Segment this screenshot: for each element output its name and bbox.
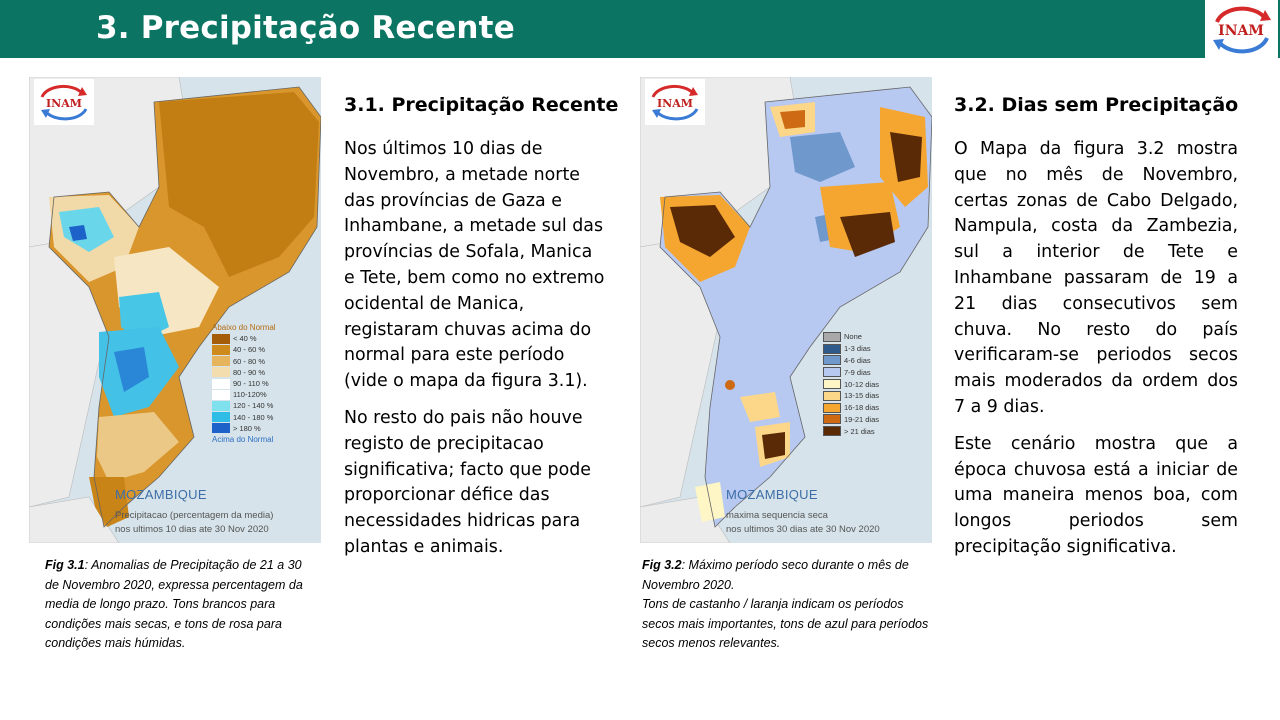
anomaly-legend xyxy=(212,322,276,445)
caption-label: Fig 3.1 xyxy=(45,558,85,572)
dry-spell-map xyxy=(640,77,932,543)
legend-swatch xyxy=(823,355,841,365)
legend-label: < 40 % xyxy=(233,334,257,344)
legend-swatch xyxy=(212,379,230,389)
section-body-recent-precipitation xyxy=(344,137,606,572)
legend-swatch xyxy=(823,379,841,389)
legend-item xyxy=(823,390,879,402)
map-country-label: MOZAMBIQUE xyxy=(726,487,818,502)
legend-item xyxy=(212,367,276,378)
legend-swatch xyxy=(823,414,841,424)
legend-swatch xyxy=(823,367,841,377)
inam-logo xyxy=(1205,0,1278,58)
map-subtitle xyxy=(726,509,926,537)
legend-footer: Acima do Normal xyxy=(212,434,274,444)
map-subtitle-line: maxima sequencia seca xyxy=(726,510,828,521)
legend-item xyxy=(823,331,879,343)
legend-label: 13-15 dias xyxy=(844,391,880,401)
legend-swatch xyxy=(823,391,841,401)
legend-swatch xyxy=(212,390,230,400)
legend-item xyxy=(212,344,276,355)
figure-caption-1 xyxy=(45,556,305,654)
legend-item xyxy=(823,414,879,426)
legend-label: > 180 % xyxy=(233,423,261,433)
legend-label: 19-21 dias xyxy=(844,414,880,424)
map-subtitle-line: Precipitacao (percentagem da media) xyxy=(115,510,274,521)
section-title-dry-days: 3.2. Dias sem Precipitação xyxy=(954,94,1239,116)
map-inam-logo xyxy=(34,79,94,125)
caption-text: : Máximo período seco durante o mês de Novembro 2020. xyxy=(642,558,909,592)
legend-item xyxy=(212,333,276,344)
legend-title: Abaixo do Normal xyxy=(212,323,276,332)
legend-label: 10-12 dias xyxy=(844,379,880,389)
legend-swatch xyxy=(212,356,230,366)
legend-item xyxy=(823,355,879,367)
caption-text: Tons de castanho / laranja indicam os períodos secos mais importantes, tons de azul para períodos secos menos relevantes. xyxy=(642,597,929,650)
legend-item xyxy=(212,400,276,411)
map-country-label: MOZAMBIQUE xyxy=(115,487,207,502)
legend-swatch xyxy=(212,367,230,377)
legend-label: 60 - 80 % xyxy=(233,356,266,366)
legend-label: 120 - 140 % xyxy=(233,401,274,411)
legend-swatch xyxy=(212,334,230,344)
legend-swatch xyxy=(212,345,230,355)
legend-label: 90 - 110 % xyxy=(233,378,269,388)
legend-swatch xyxy=(212,423,230,433)
header-bar xyxy=(0,0,1280,58)
legend-swatch xyxy=(212,401,230,411)
figure-caption-2 xyxy=(642,556,932,654)
legend-label: 4-6 dias xyxy=(844,355,871,365)
legend-item xyxy=(212,356,276,367)
precipitation-anomaly-map xyxy=(29,77,321,543)
legend-label: 7-9 dias xyxy=(844,367,871,377)
legend-item xyxy=(823,366,879,378)
paragraph: Este cenário mostra que a época chuvosa está a iniciar de uma maneira menos boa, com longos periodos sem precipitação significativa. xyxy=(954,433,1238,557)
section-body-dry-days xyxy=(954,137,1238,572)
map-logo-text: INAM xyxy=(46,97,82,110)
legend-swatch xyxy=(823,344,841,354)
legend-label: None xyxy=(844,332,862,342)
legend-label: 16-18 dias xyxy=(844,403,880,413)
legend-label: 80 - 90 % xyxy=(233,367,266,377)
legend-item xyxy=(823,402,879,414)
legend-item xyxy=(823,343,879,355)
legend-swatch xyxy=(823,332,841,342)
legend-item xyxy=(212,423,276,434)
caption-label: Fig 3.2 xyxy=(642,558,682,572)
map-subtitle-line: nos ultimos 30 dias ate 30 Nov 2020 xyxy=(726,524,880,535)
legend-label: 140 - 180 % xyxy=(233,412,274,422)
page-title: 3. Precipitação Recente xyxy=(96,10,515,46)
logo-text: INAM xyxy=(1218,23,1264,39)
paragraph: O Mapa da figura 3.2 mostra que no mês de Novembro, certas zonas de Cabo Delgado, Nampula, costa da Zambezia, sul a interior de Tete e Inhambane passaram de 19 a 21 dias consecutivos sem chuva. No resto do país verificaram-se periodos secos mais moderados da ordem dos 7 a 9 dias. xyxy=(954,139,1238,417)
legend-item xyxy=(823,378,879,390)
legend-label: > 21 dias xyxy=(844,426,875,436)
map-subtitle xyxy=(115,509,315,537)
map-logo-text: INAM xyxy=(657,97,693,110)
caption-text: : Anomalias de Precipitação de 21 a 30 de Novembro 2020, expressa percentagem da media de longo prazo. Tons brancos para condições mais secas, e tons de rosa para condições mais húmidas. xyxy=(45,558,303,650)
legend-item xyxy=(212,389,276,400)
paragraph: Nos últimos 10 dias de Novembro, a metade norte das províncias de Gaza e Inhambane, a metade sul das províncias de Sofala, Manica e Tete, bem como no extremo ocidental de Manica, registaram chuvas acima do normal para este período (vide o mapa da figura 3.1). xyxy=(344,139,605,392)
legend-item xyxy=(823,425,879,437)
dry-spell-legend xyxy=(823,331,879,437)
legend-label: 110-120% xyxy=(233,390,267,400)
legend-swatch xyxy=(823,426,841,436)
legend-swatch xyxy=(212,412,230,422)
map-inam-logo xyxy=(645,79,705,125)
legend-swatch xyxy=(823,403,841,413)
section-title-recent-precipitation: 3.1. Precipitação Recente xyxy=(344,94,619,116)
legend-item xyxy=(212,378,276,389)
paragraph: No resto do pais não houve registo de precipitacao significativa; facto que pode proporcionar défice das necessidades hidricas para plantas e animais. xyxy=(344,407,591,557)
legend-label: 40 - 60 % xyxy=(233,345,266,355)
map-subtitle-line: nos ultimos 10 dias ate 30 Nov 2020 xyxy=(115,524,269,535)
legend-item xyxy=(212,412,276,423)
legend-label: 1-3 dias xyxy=(844,344,871,354)
